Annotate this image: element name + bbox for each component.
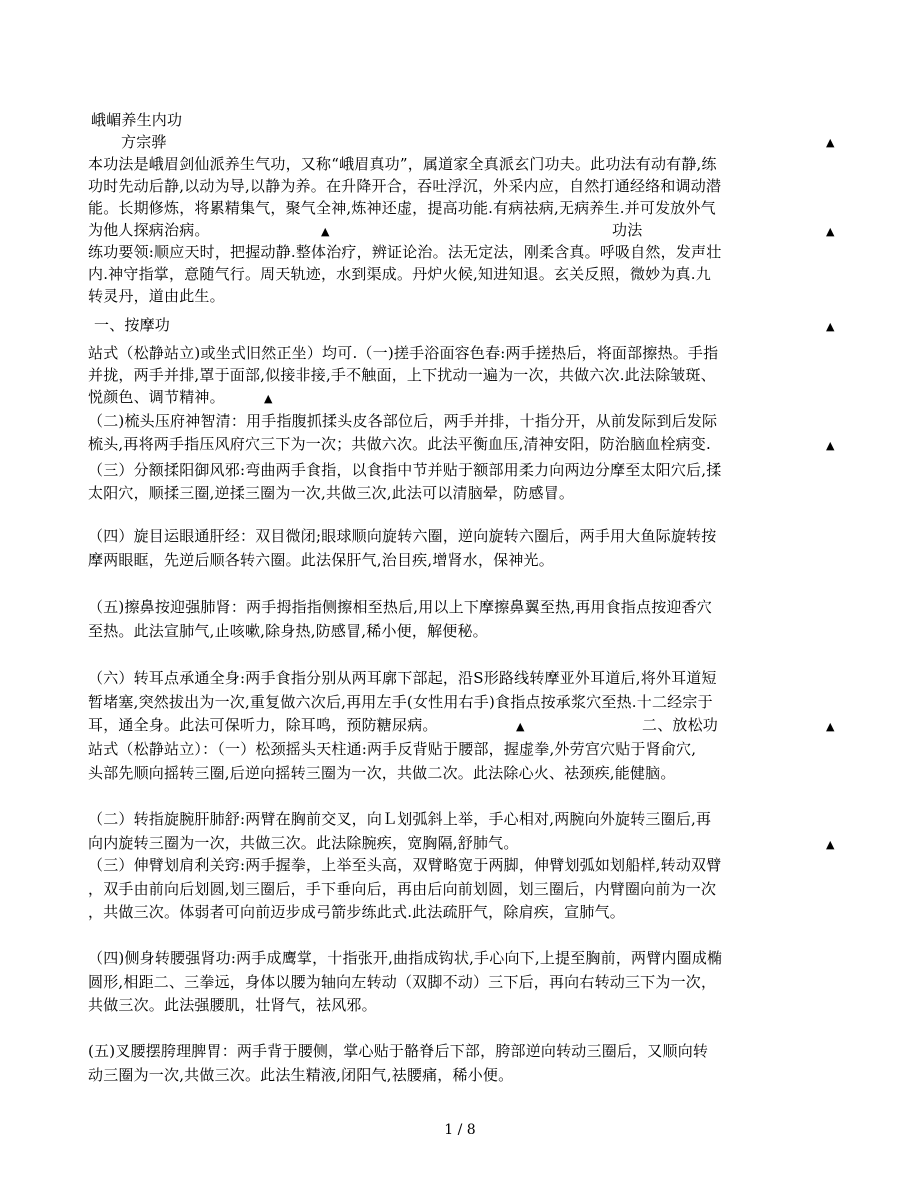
body-line: 并拢，两手并排,罩于面部,似接非接,手不触面，上下扰动一遍为一次，共做六次.此法除皱斑、 [88, 366, 716, 384]
body-line: （五)擦鼻按迎强肺肾：两手拇指指侧擦相至热后,用以上下摩擦鼻翼至热,再用食指点按迎香穴 [88, 598, 712, 616]
paragraph-marker-icon: ▲ [826, 720, 835, 733]
body-line: 悦颜色、调节精神。 [88, 388, 225, 406]
body-line: 内.神守指掌，意随气行。周天轨迹，水到渠成。丹炉火候,知进知退。玄关反照，微妙为真.九 [88, 265, 711, 283]
body-line: 站式（松静站立)或坐式旧然正坐）均可.（一)搓手浴面容色春:两手搓热后，将面部擦热。手指 [88, 344, 719, 362]
body-line: 为他人探病治病。 [88, 221, 210, 239]
doc-title: 峨嵋养生内功 [91, 111, 183, 129]
body-line: 共做三次。此法强腰肌，壮肾气，祛风邪。 [88, 996, 377, 1014]
body-line: 练功要领:顺应天时，把握动静.整体治疗，辨证论治。法无定法，刚柔含真。呼吸自然，发声壮 [88, 243, 722, 261]
body-line: （二)梳头压府神智清：用手指腹抓揉头皮各部位后，两手并排，十指分开，从前发际到后发际 [88, 412, 718, 430]
paragraph-marker-icon: ▲ [826, 838, 835, 851]
body-line: (五)叉腰摆胯理脾胃：两手背于腰侧，掌心贴于骼脊后下部，胯部逆向转动三圈后，又顺向转 [88, 1042, 709, 1060]
body-line: 向内旋转三圈为一次，共做三次。此法除腕疾，宽胸隔,舒肺气。 [88, 834, 519, 852]
paragraph-marker-icon: ▲ [826, 439, 835, 452]
body-line: 太阳穴，顺揉三圈,逆揉三圈为一次,共做三次,此法可以清脑晕，防感冒。 [88, 484, 575, 502]
body-line: 功时先动后静,以动为导,以静为养。在升降开合，吞吐浮沉，外采内应，自然打通经络和调动潜 [88, 177, 722, 195]
body-line: 暂堵塞,突然拔出为一次,重复做六次后,再用左手(女性用右手)食指点按承浆穴至热.十二经宗于 [88, 693, 713, 711]
body-line: 至热。此法宣肺气,止咳嗽,除身热,防感冒,稀小便，解便秘。 [88, 622, 488, 640]
body-line: 转灵丹，道由此生。 [88, 287, 225, 305]
body-line: ，双手由前向后划圆,划三圈后，手下垂向后，再由后向前划圆，划三圈后，内臂圈向前为一次 [88, 880, 717, 898]
body-line: 动三圈为一次,共做三次。此法生精液,闭阳气,祛腰痛，稀小便。 [88, 1066, 514, 1084]
body-line: ，共做三次。体弱者可向前迈步成弓箭步练此式.此法疏肝气，除肩疾，宣肺气。 [88, 903, 625, 921]
body-line: 耳，通全身。此法可保听力，除耳鸣，预防糖尿病。 [88, 716, 438, 734]
section-heading: 一、按摩功 [94, 316, 171, 334]
section-heading: 二、放松功 [642, 716, 719, 734]
body-line: （二）转指旋腕肝肺舒:两臂在胸前交叉，向Ｌ划弧斜上举，手心相对,两腕向外旋转三圈后,再 [88, 810, 712, 828]
paragraph-marker-icon: ▲ [826, 136, 835, 149]
paragraph-marker-icon: ▲ [321, 225, 330, 238]
doc-author: 方宗骅 [121, 133, 167, 151]
paragraph-marker-icon: ▲ [826, 225, 835, 238]
body-line: 摩两眼眶，先逆后顺各转六圈。此法保肝气,治目疾,增肾水，保神光。 [88, 551, 554, 569]
paragraph-marker-icon: ▲ [516, 720, 525, 733]
body-line: （四)侧身转腰强肾功:两手成鹰掌，十指张开,曲指成钩状,手心向下,上提至胸前，两臂内圈成椭 [88, 949, 723, 967]
body-line: （四）旋目运眼通肝经：双目微闭;眼球顺向旋转六圈，逆向旋转六圈后，两手用大鱼际旋转按 [88, 527, 717, 545]
body-line: 能。长期修炼，将累精集气，聚气全神,炼神还虚，提高功能.有病祛病,无病养生.并可发放外气 [88, 199, 716, 217]
body-line: 圆形,相距二、三拳远，身体以腰为轴向左转动（双脚不动）三下后，再向右转动三下为一次， [88, 973, 717, 991]
body-line: 本功法是峨眉剑仙派养生气功，又称“峨眉真功”，属道家全真派玄门功夫。此功法有动有静,练 [88, 155, 717, 173]
body-line: 站式（松静站立）：（一）松颈摇头天柱通:两手反背贴于腰部，握虚拳,外劳宫穴贴于肾俞穴, [88, 740, 697, 758]
body-line: 梳头,再将两手指压风府穴三下为一次；共做六次。此法平衡血压,清神安阳，防治脑血栓病变. [88, 435, 711, 453]
body-line: （三）伸臂划肩利关窍:两手握拳，上举至头高，双臂略宽于两脚，伸臂划弧如划船样,转动双臂 [88, 856, 722, 874]
body-line: （六）转耳点承通全身:两手食指分别从两耳廓下部起，沿S形路线转摩亚外耳道后,将外耳道短 [88, 669, 717, 687]
body-line: 头部先顺向摇转三圈,后逆向摇转三圈为一次，共做二次。此法除心火、祛颈疾,能健脑。 [88, 764, 676, 782]
page-number: 1 / 8 [444, 1122, 476, 1138]
paragraph-marker-icon: ▲ [264, 392, 273, 405]
paragraph-marker-icon: ▲ [826, 320, 835, 333]
section-heading: 功法 [612, 221, 643, 239]
body-line: （三）分额揉阳御风邪:弯曲两手食指，以食指中节并贴于额部用柔力向两边分摩至太阳穴后,揉 [88, 461, 722, 479]
